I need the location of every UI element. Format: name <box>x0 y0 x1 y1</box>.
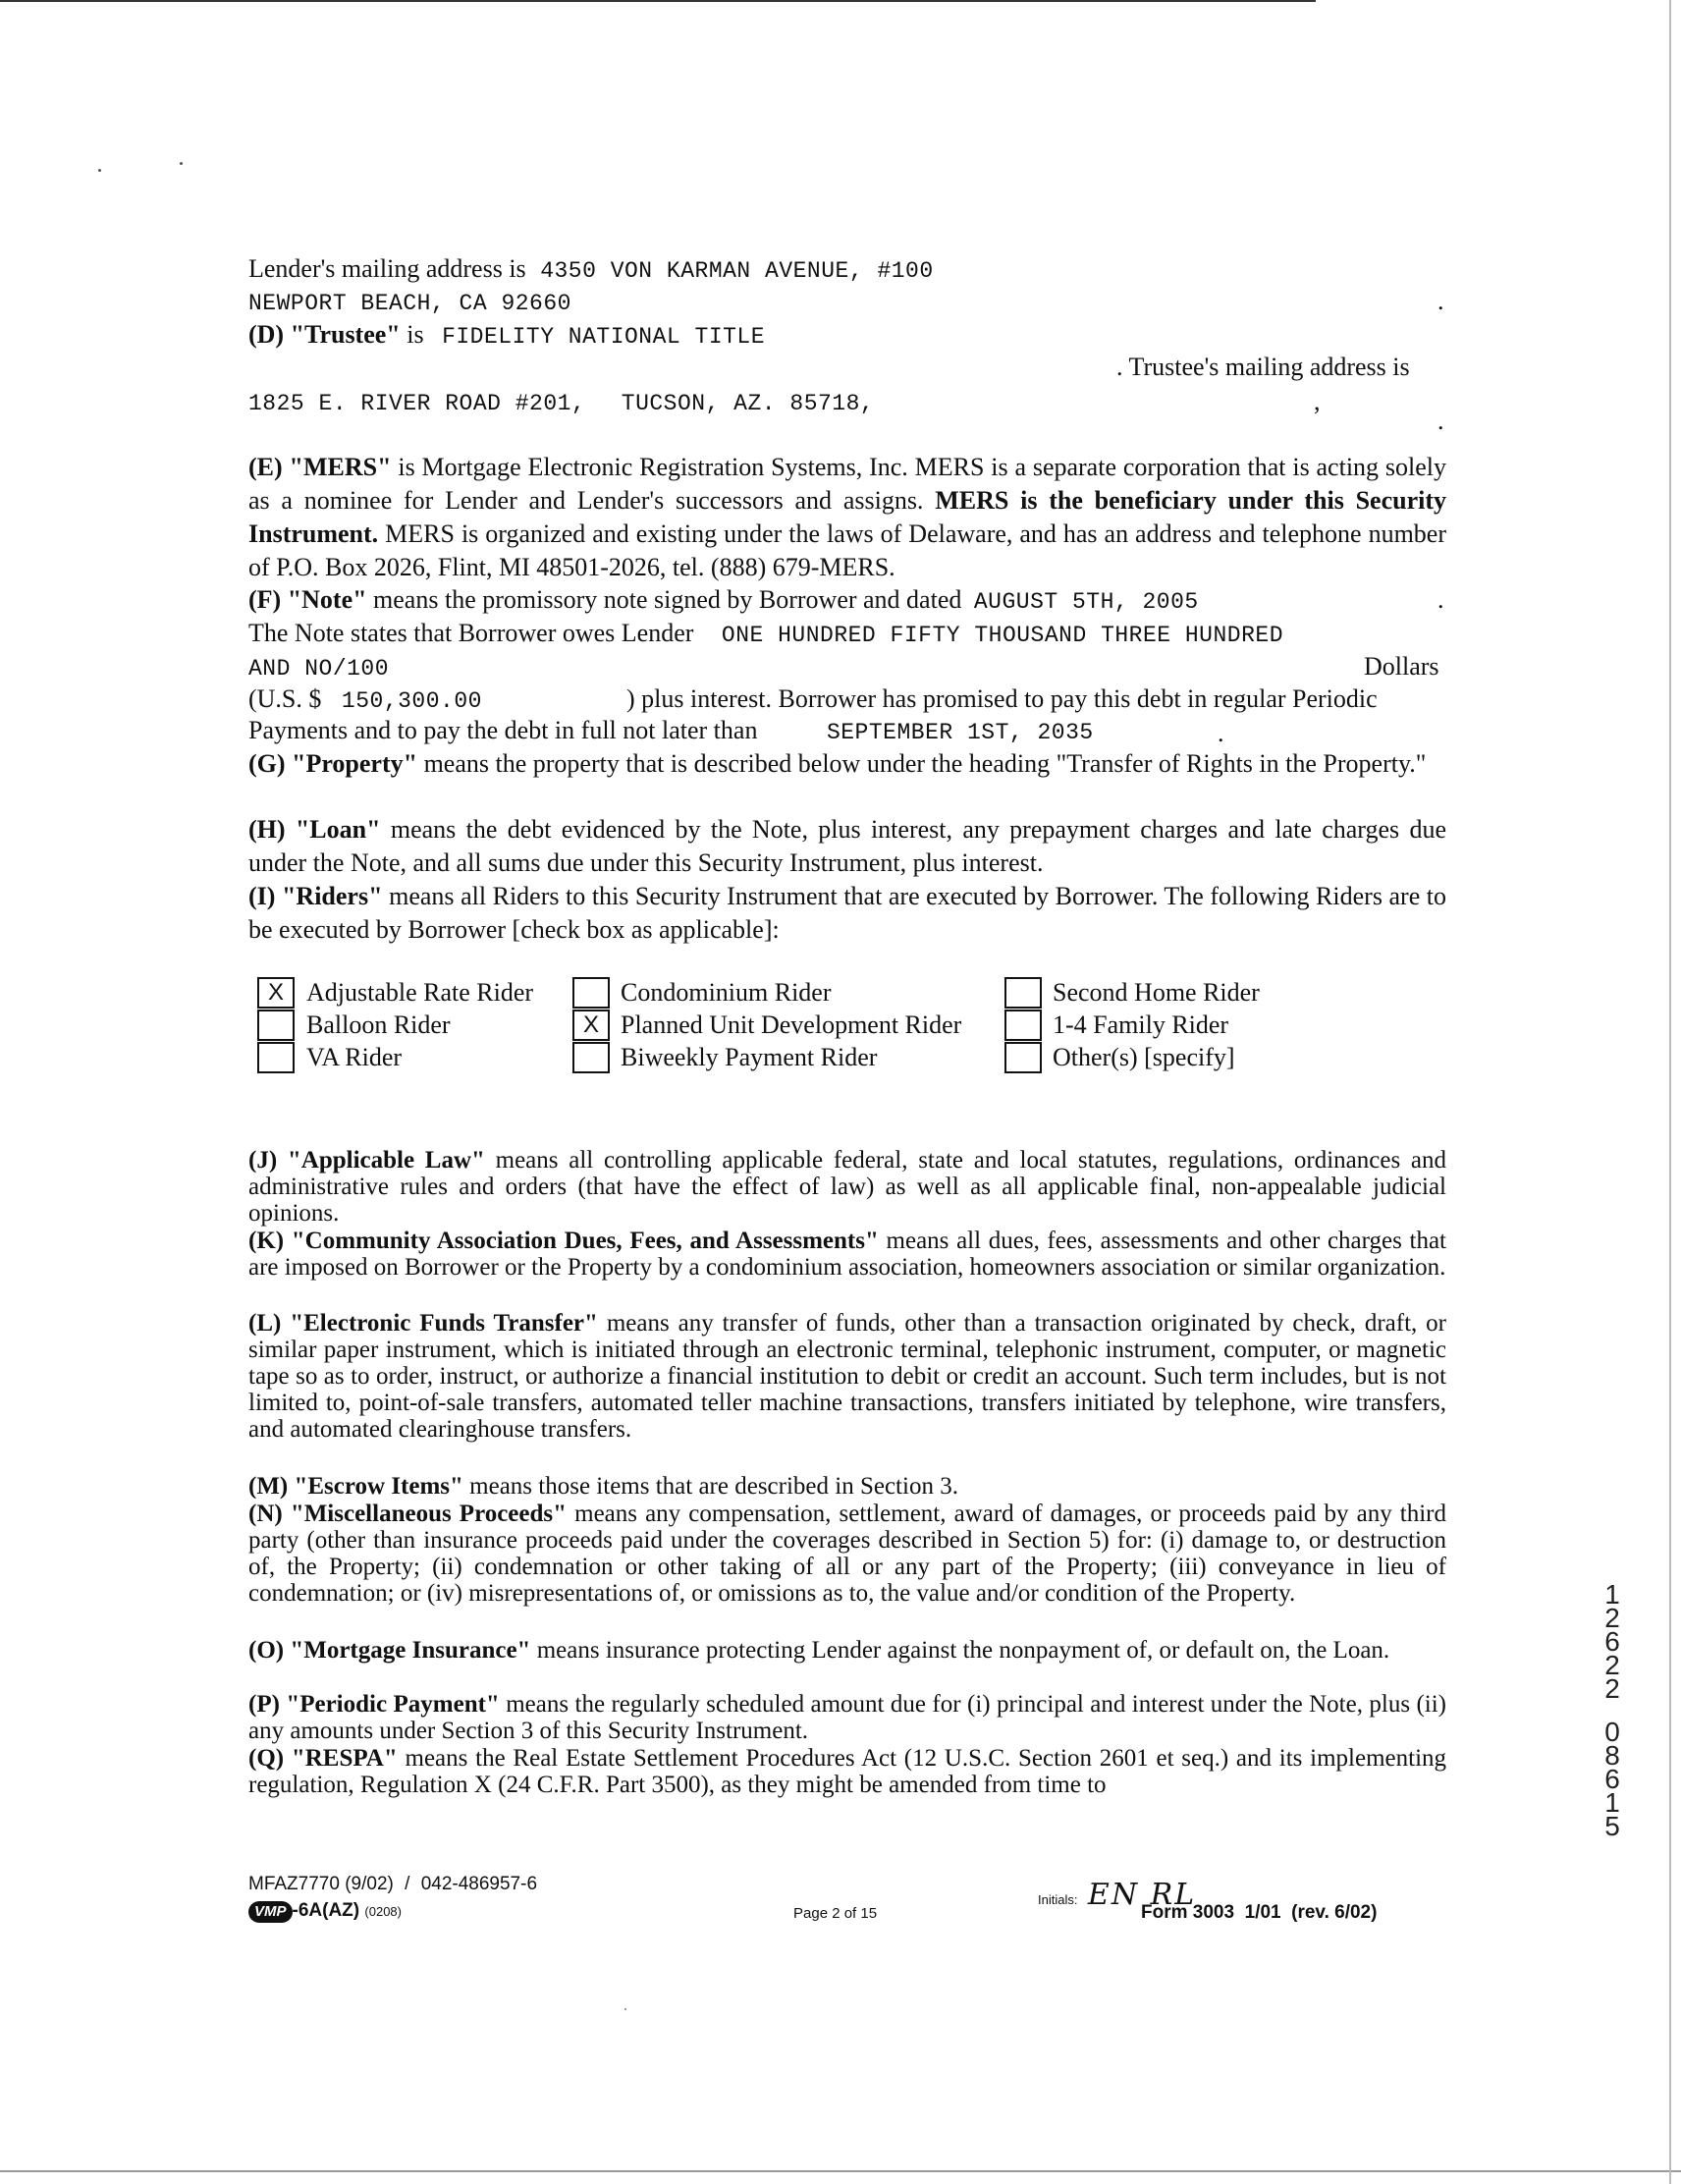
side-stamp-digit: 2 <box>1604 1650 1620 1680</box>
def-text: means any compensation, settlement, award of damages, or proceeds paid by any third party (other than insurance proceeds paid under the coverages described in Section 5) for: (i) damage to, or destruction of, the Property; (ii) condemnation or other taking of all or any part of the Property; (iii) conveyance in lieu of condemnation; or (iv) misrepresentations of, or omissions as to, the value and/or condition of the Property. <box>248 1501 1447 1607</box>
lender-mailing-label: Lender's mailing address is <box>248 254 526 283</box>
one-four-family-rider-checkbox[interactable] <box>1004 1010 1042 1041</box>
vmp-logo-icon: VMP <box>248 1901 293 1923</box>
page-right-edge <box>1669 0 1671 2184</box>
planned-unit-development-rider-checkbox[interactable]: X <box>572 1010 610 1041</box>
community-association-dues-definition <box>248 1228 1446 1281</box>
def-term: "Miscellaneous Proceeds" <box>290 1501 568 1527</box>
note-line3 <box>248 650 389 685</box>
scan-speck <box>180 162 183 165</box>
footer-loan-number: 042-486957-6 <box>420 1874 538 1894</box>
page-top-edge <box>0 0 1316 2</box>
footer-page: Page 2 of 15 <box>793 1905 878 1922</box>
footer-form-code-line <box>248 1874 537 1895</box>
loan-text: means the debt evidenced by the Note, plus interest, any prepayment charges and late charges due under the Note, and all sums due under this Security Instrument, plus interest. <box>248 815 1447 877</box>
footer-form-id: -6A(AZ) <box>292 1900 360 1921</box>
note-period: . <box>1437 585 1444 614</box>
note-maturity-period: . <box>1218 719 1224 747</box>
va-rider-label: VA Rider <box>306 1043 403 1071</box>
note-amount-words2: AND NO/100 <box>248 656 390 682</box>
trustee-term: "Trustee" <box>290 320 401 349</box>
lender-address-line1: 4350 VON KARMAN AVENUE, #100 <box>540 258 934 284</box>
applicable-law-definition <box>248 1147 1446 1227</box>
def-text: means the Real Estate Settlement Procedures Act (12 U.S.C. Section 2601 et seq.) and its implementing regulation, Regulation X (24 C.F.R. Part 3500), as they might be amended from time to <box>248 1745 1447 1798</box>
note-term: "Note" <box>287 585 367 614</box>
def-term: "Escrow Items" <box>294 1473 463 1500</box>
def-letter: (M) <box>248 1473 289 1500</box>
note-line4 <box>248 682 482 718</box>
riders-text: means all Riders to this Security Instrument that are executed by Borrower. The following Riders are to be executed by Borrower [check box as applicable]: <box>248 882 1447 944</box>
trustee-period: . <box>1437 407 1444 435</box>
mers-bold: MERS is the beneficiary under this Security Instrument. <box>248 486 1446 548</box>
mortgage-insurance-definition <box>248 1637 1446 1664</box>
note-dollars: Dollars <box>1364 652 1439 681</box>
miscellaneous-proceeds-definition <box>248 1501 1446 1607</box>
side-stamp-digit: 2 <box>1604 1673 1620 1704</box>
footer-form-code: MFAZ7770 (9/02) <box>248 1874 394 1894</box>
def-letter: (P) <box>248 1691 280 1718</box>
note-interest-text: ) plus interest. Borrower has promised to pay this debt in regular Periodic <box>626 684 1378 713</box>
biweekly-payment-rider-checkbox[interactable] <box>572 1042 610 1073</box>
footer-initials-label: Initials: <box>1038 1892 1078 1907</box>
one-four-family-rider-label: 1-4 Family Rider <box>1053 1010 1229 1039</box>
def-letter: (O) <box>248 1637 285 1664</box>
trustee-line <box>248 318 765 354</box>
loan-letter: (H) <box>248 815 286 844</box>
page-bottom-edge <box>0 2170 1681 2172</box>
adjustable-rate-rider-label: Adjustable Rate Rider <box>306 978 534 1007</box>
footer-form-id-code: (0208) <box>364 1904 402 1919</box>
trustee-address: 1825 E. RIVER ROAD #201, <box>248 391 586 416</box>
riders-definition <box>248 880 1446 947</box>
trustee-address-line <box>248 385 874 420</box>
condominium-rider-checkbox[interactable] <box>572 977 610 1009</box>
def-term: "Periodic Payment" <box>286 1691 500 1718</box>
side-stamp <box>1591 1579 1634 1841</box>
others-rider-label: Other(s) [specify] <box>1053 1043 1235 1071</box>
note-maturity: SEPTEMBER 1ST, 2035 <box>826 720 1094 745</box>
note-line2 <box>248 617 1283 652</box>
side-stamp-digit: 6 <box>1604 1626 1620 1657</box>
def-term: "Electronic Funds Transfer" <box>290 1310 598 1337</box>
note-line1 <box>248 583 1199 619</box>
side-stamp-digit: 1 <box>1604 1579 1620 1610</box>
side-stamp-digit: 1 <box>1604 1787 1620 1818</box>
note-owes-text: The Note states that Borrower owes Lender <box>248 619 694 647</box>
adjustable-rate-rider-checkbox[interactable]: X <box>257 977 295 1009</box>
loan-definition <box>248 813 1446 880</box>
mers-definition <box>248 451 1446 584</box>
lender-mailing-line1 <box>248 252 934 288</box>
def-text: means the regularly scheduled amount due for (i) principal and interest under the Note, plus (ii) any amounts under Section 3 of this Security Instrument. <box>248 1691 1447 1744</box>
side-stamp-digit: 8 <box>1604 1740 1620 1771</box>
def-letter: (N) <box>248 1501 283 1527</box>
trustee-mailing-label: . Trustee's mailing address is <box>1116 353 1410 381</box>
note-letter: (F) <box>248 585 282 614</box>
lender-address-line2: NEWPORT BEACH, CA 92660 <box>248 291 571 316</box>
periodic-payment-definition <box>248 1691 1446 1744</box>
respa-definition <box>248 1745 1446 1798</box>
lender-mailing-line2 <box>248 285 571 320</box>
riders-letter: (I) <box>248 882 276 910</box>
note-line5 <box>248 714 1094 749</box>
def-text: means any transfer of funds, other than a transaction originated by check, draft, or similar paper instrument, which is initiated through an electronic terminal, telephonic instrument, computer, or magnetic tape so as to order, instruct, or authorize a financial institution to debit or credit an account. Such term includes, but is not limited to, point-of-sale transfers, automated teller machine transactions, transfers initiated by telephone, wire transfers, and automated clearinghouse transfers. <box>248 1310 1446 1443</box>
trustee-comma: , <box>1314 387 1321 415</box>
balloon-rider-checkbox[interactable] <box>257 1010 295 1041</box>
def-term: "RESPA" <box>291 1745 398 1772</box>
others-rider-checkbox[interactable] <box>1004 1042 1042 1073</box>
note-us-prefix: (U.S. $ <box>248 684 322 713</box>
note-date: AUGUST 5TH, 2005 <box>973 589 1199 615</box>
scan-speck <box>624 2008 626 2010</box>
trustee-city: TUCSON, AZ. 85718, <box>621 391 875 416</box>
property-definition <box>248 747 1446 781</box>
def-text: means those items that are described in Section 3. <box>469 1473 958 1500</box>
property-letter: (G) <box>248 749 286 778</box>
def-term: "Community Association Dues, Fees, and Assessments" <box>291 1228 879 1254</box>
side-stamp-digit: 6 <box>1604 1764 1620 1794</box>
condominium-rider-label: Condominium Rider <box>621 978 832 1007</box>
planned-unit-development-rider-label: Planned Unit Development Rider <box>621 1010 962 1039</box>
def-term: "Applicable Law" <box>287 1147 485 1174</box>
def-term: "Mortgage Insurance" <box>290 1637 531 1664</box>
def-text: means all controlling applicable federal, state and local statutes, regulations, ordinances and administrative rules and orders (that have the effect of law) as well as all applicable final, non-appealable judicial opinions. <box>248 1147 1446 1227</box>
second-home-rider-checkbox[interactable] <box>1004 977 1042 1009</box>
footer-vmp-line <box>248 1900 402 1923</box>
balloon-rider-label: Balloon Rider <box>306 1010 451 1039</box>
second-home-rider-label: Second Home Rider <box>1053 978 1260 1007</box>
footer-separator: / <box>405 1874 410 1894</box>
initials-signature: EN RL <box>1087 1878 1197 1912</box>
trustee-is: is <box>407 320 424 349</box>
note-amount-words1: ONE HUNDRED FIFTY THOUSAND THREE HUNDRED <box>721 623 1283 648</box>
biweekly-payment-rider-label: Biweekly Payment Rider <box>621 1043 878 1071</box>
def-text: means all dues, fees, assessments and other charges that are imposed on Borrower or the Property by a condominium association, homeowners association or similar organization. <box>248 1228 1446 1281</box>
def-letter: (K) <box>248 1228 285 1254</box>
trustee-name: FIDELITY NATIONAL TITLE <box>442 324 766 350</box>
property-term: "Property" <box>292 749 418 778</box>
property-text: means the property that is described below under the heading "Transfer of Rights in the Property." <box>423 749 1427 778</box>
riders-term: "Riders" <box>282 882 383 910</box>
def-text: means insurance protecting Lender against the nonpayment of, or default on, the Loan. <box>536 1637 1390 1664</box>
note-text: means the promissory note signed by Borrower and dated <box>373 585 962 614</box>
electronic-funds-transfer-definition <box>248 1310 1446 1443</box>
lender-period: . <box>1437 287 1444 315</box>
def-letter: (J) <box>248 1147 278 1174</box>
mers-letter: (E) <box>248 453 283 481</box>
side-stamp-digit: 5 <box>1604 1811 1620 1841</box>
note-amount: 150,300.00 <box>341 688 482 714</box>
def-letter: (L) <box>248 1310 282 1337</box>
def-letter: (Q) <box>248 1745 285 1772</box>
trustee-letter: (D) <box>248 320 285 349</box>
escrow-items-definition <box>248 1473 1446 1500</box>
mers-text2: MERS is organized and existing under the laws of Delaware, and has an address and telephone number of P.O. Box 2026, Flint, MI 48501-2026, tel. (888) 679-MERS. <box>248 519 1446 581</box>
mers-term: "MERS" <box>289 453 392 481</box>
side-stamp-digit: 2 <box>1604 1603 1620 1633</box>
va-rider-checkbox[interactable] <box>257 1042 295 1073</box>
side-stamp-digit: 0 <box>1604 1717 1620 1747</box>
footer-form-number: Form 3003 1/01 (rev. 6/02) <box>1141 1902 1378 1923</box>
note-payments-text: Payments and to pay the debt in full not later than <box>248 716 758 744</box>
mers-text1: is Mortgage Electronic Registration Systems, Inc. MERS is a separate corporation that is acting solely as a nominee for Lender and Lender's successors and assigns. <box>248 453 1446 515</box>
scan-speck <box>98 169 101 172</box>
loan-term: "Loan" <box>295 815 381 844</box>
